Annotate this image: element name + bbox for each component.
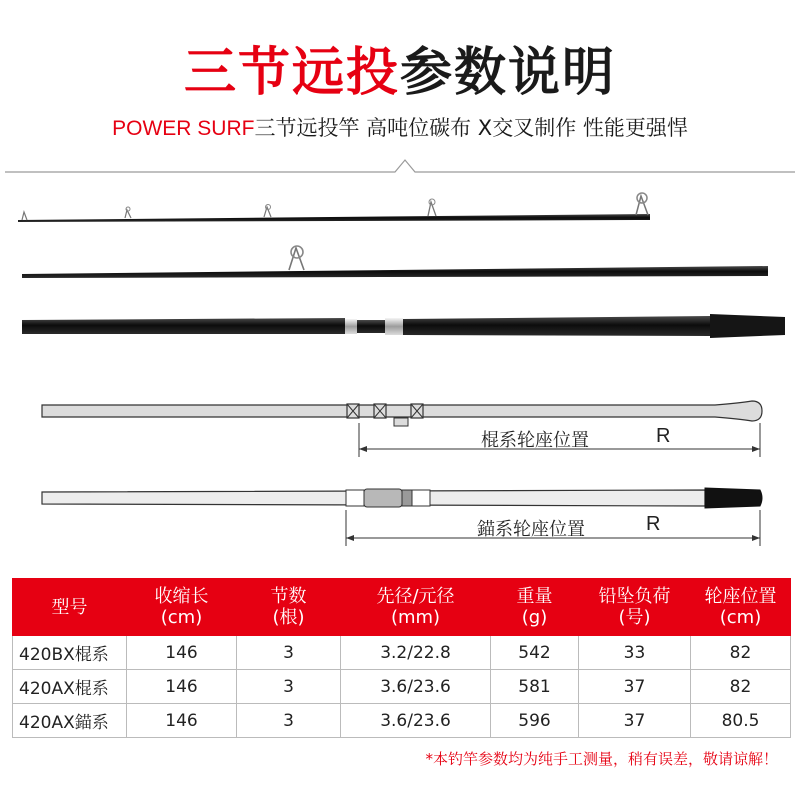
reel-seat-label-2: 錨系轮座位置 <box>477 519 585 540</box>
spec-table <box>12 578 791 738</box>
table-header-row <box>13 579 791 636</box>
header-sections: 节数 (根) <box>237 579 341 636</box>
reel-seat-mark-1: R <box>656 425 671 447</box>
section-divider <box>0 150 800 180</box>
header-diameter: 先径/元径 (mm) <box>341 579 491 636</box>
reel-seat-diagram-1 <box>0 395 800 465</box>
title-rest: 参数说明 <box>400 43 617 103</box>
brand-name: POWER SURF <box>112 117 255 140</box>
header-weight: 重量 (g) <box>491 579 579 636</box>
reel-seat-label-1: 棍系轮座位置 <box>481 430 589 451</box>
header-collapsed-length: 收缩长 (cm) <box>127 579 237 636</box>
reel-seat-diagram-2 <box>0 482 800 552</box>
header-model: 型号 <box>13 579 127 636</box>
measurement-note: *本钓竿参数均为纯手工测量，稍有误差，敬请谅解！ <box>425 750 778 768</box>
reel-seat-mark-2: R <box>646 513 661 535</box>
subtitle <box>0 112 800 142</box>
table-row: 420AX錨系 146 3 3.6/23.6 596 37 80.5 <box>13 704 791 738</box>
page-title <box>0 30 800 105</box>
header-reel-seat: 轮座位置 (cm) <box>691 579 791 636</box>
header-sinker-load: 铅坠负荷 (号) <box>579 579 691 636</box>
rod-middle-section <box>22 246 768 278</box>
rod-butt-section <box>22 314 785 338</box>
rod-tip-section <box>18 193 650 222</box>
title-highlight: 三节远投 <box>183 43 400 103</box>
subtitle-text: 三节远投竿 高吨位碳布 X交叉制作 性能更强悍 <box>254 116 688 140</box>
rod-illustration <box>0 190 800 350</box>
table-row: 420AX棍系 146 3 3.6/23.6 581 37 82 <box>13 670 791 704</box>
table-row: 420BX棍系 146 3 3.2/22.8 542 33 82 <box>13 636 791 670</box>
